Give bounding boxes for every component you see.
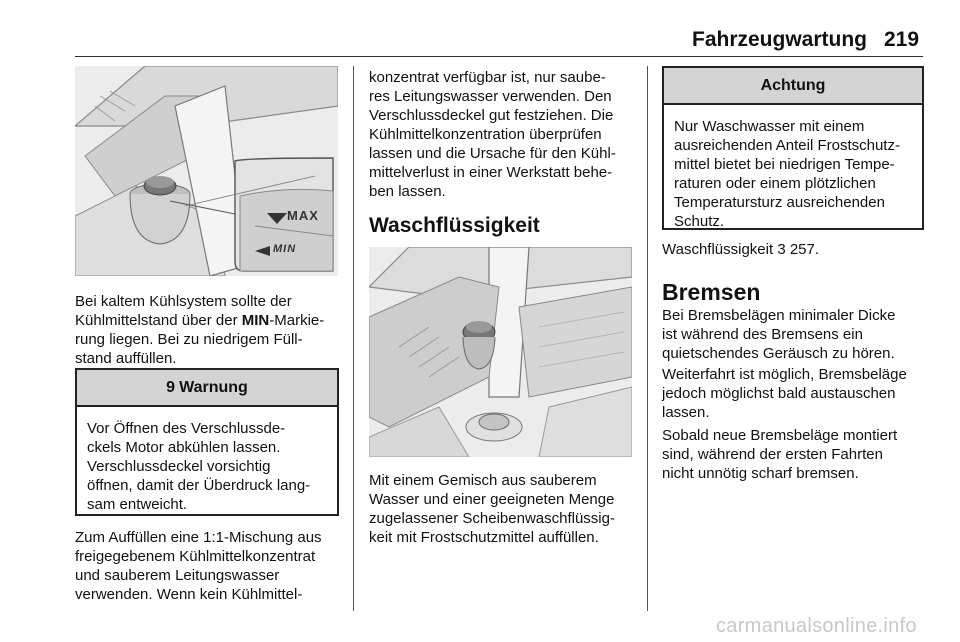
watermark: carmanualsonline.info bbox=[716, 615, 917, 637]
section-heading-washer-fluid: Waschflüssigkeit bbox=[369, 214, 540, 237]
column-divider bbox=[647, 66, 648, 611]
coolant-mix-paragraph: Zum Auffüllen eine 1:1-Mischung aus freigegebenem Kühlmittelkonzentrat und sauberem Leitungswasser verwenden. Wenn kein Kühlmittel- bbox=[75, 529, 322, 603]
page-reference-arrow-icon: 3 bbox=[777, 241, 786, 258]
brakes-paragraph-2: Weiterfahrt ist möglich, Bremsbeläge jedoch möglichst bald austauschen lassen. bbox=[662, 366, 907, 421]
washer-fluid-paragraph: Mit einem Gemisch aus sauberem Wasser und einer geeigneten Menge zugelassener Scheibenwaschflüssig- keit mit Frostschutzmittel auffüllen. bbox=[369, 472, 615, 546]
warning-triangle-icon: 9 bbox=[166, 378, 176, 396]
caution-box-body: Nur Waschwasser mit einem ausreichenden Anteil Frostschutz- mittel bietet bei niedrigen Tempe- raturen oder einem plötzlichen Temperatursturz ausreichenden Schutz. bbox=[674, 118, 900, 230]
caution-box bbox=[662, 66, 924, 230]
warning-box-title: 9 Warnung bbox=[77, 370, 337, 407]
section-heading-brakes: Bremsen bbox=[662, 279, 761, 305]
max-marking: MAX bbox=[287, 208, 319, 223]
brakes-paragraph-1: Bei Bremsbelägen minimaler Dicke ist während des Bremsens ein quietschendes Geräusch zu hören. bbox=[662, 307, 896, 362]
min-marking: MIN bbox=[273, 243, 297, 255]
coolant-mix-paragraph-continued: konzentrat verfügbar ist, nur saube- res Leitungswasser verwenden. Den Verschlussdeckel gut festziehen. Die Kühlmittelkonzentration überprüfen lassen und die Ursache für den Kühl- mittelverlust in einer Werkstatt behe- ben lassen. bbox=[369, 69, 616, 200]
min-label: MIN bbox=[241, 312, 270, 329]
coolant-reservoir-illustration bbox=[75, 66, 338, 276]
warning-box bbox=[75, 368, 339, 516]
column-divider bbox=[353, 66, 354, 611]
washer-fluid-reservoir-illustration bbox=[369, 247, 632, 457]
caution-box-title: Achtung bbox=[664, 68, 922, 105]
running-header-title: Fahrzeugwartung bbox=[692, 28, 868, 51]
coolant-level-paragraph: Bei kaltem Kühlsystem sollte der Kühlmittelstand über der MIN-Markie- rung liegen. Bei zu niedrigem Füll- stand auffüllen. bbox=[75, 293, 325, 367]
header-rule bbox=[75, 56, 923, 57]
brakes-paragraph-3: Sobald neue Bremsbeläge montiert sind, während der ersten Fahrten nicht unnötig scharf bremsen. bbox=[662, 427, 898, 482]
washer-fluid-reference[interactable]: Waschflüssigkeit 3 257. bbox=[662, 241, 820, 258]
warning-box-body: Vor Öffnen des Verschlussde- ckels Motor abkühlen lassen. Verschlussdeckel vorsichtig öffnen, damit der Überdruck lang- sam entweicht. bbox=[87, 420, 311, 513]
page-number: 219 bbox=[884, 28, 920, 51]
